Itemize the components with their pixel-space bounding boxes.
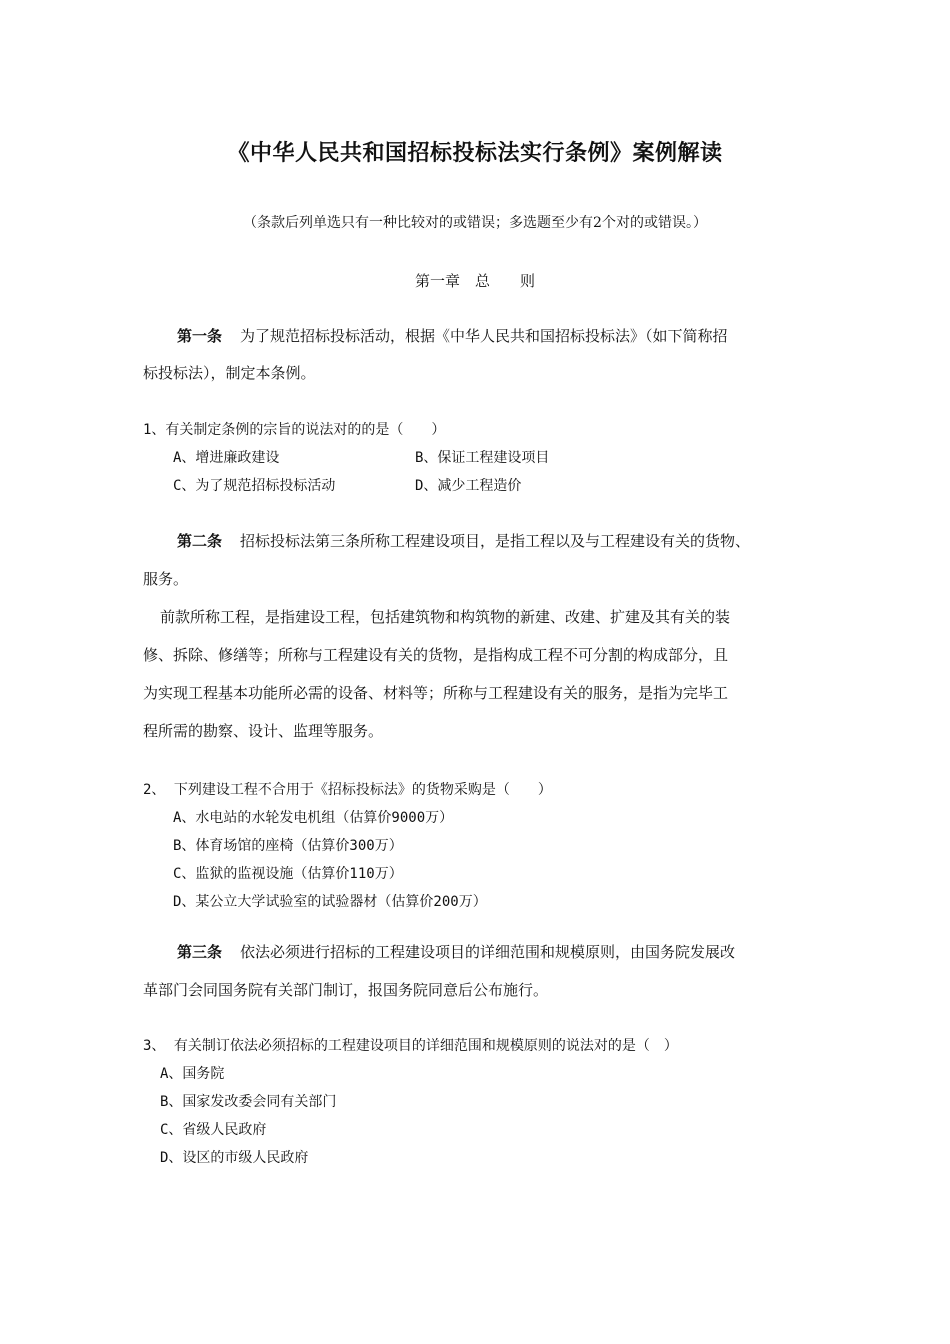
question1-stem: 1、有关制定条例的宗旨的说法对的的是（ ）	[143, 422, 446, 438]
question3-stem: 3、 有关制订依法必须招标的工程建设项目的详细范围和规模原则的说法对的是（ ）	[143, 1038, 678, 1054]
document-title: 《中华人民共和国招标投标法实行条例》案例解读	[227, 141, 723, 166]
article2-line5: 为实现工程基本功能所必需的设备、材料等；所称与工程建设有关的服务，是指为完毕工	[143, 684, 729, 702]
question2-option-d: D、某公立大学试验室的试验器材（估算价200万）	[173, 894, 487, 910]
question1-option-b: B、保证工程建设项目	[415, 450, 550, 466]
article2-label: 第二条	[177, 532, 223, 550]
article2-line6: 程所需的勘察、设计、监理等服务。	[143, 722, 384, 740]
question1-option-a: A、增进廉政建设	[173, 450, 280, 466]
article3-line1	[177, 934, 735, 971]
article1-text-1: 为了规范招标投标活动，根据《中华人民共和国招标投标法》（如下简称招	[240, 327, 728, 345]
article3-text-1: 依法必须进行招标的工程建设项目的详细范围和规模原则，由国务院发展改	[240, 943, 736, 961]
question2-option-c: C、监狱的监视设施（估算价110万）	[173, 866, 403, 882]
question2-option-b: B、体育场馆的座椅（估算价300万）	[173, 838, 403, 854]
question3-option-a: A、国务院	[160, 1066, 225, 1082]
chapter-heading: 第一章 总 则	[414, 272, 535, 290]
question1-option-c: C、为了规范招标投标活动	[173, 478, 336, 494]
document-note: （条款后列单选只有一种比较对的或错误；多选题至少有2个对的或错误。）	[243, 215, 707, 231]
article2-line4: 修、拆除、修缮等；所称与工程建设有关的货物，是指构成工程不可分割的构成部分，且	[143, 646, 729, 664]
article2-line2: 服务。	[143, 570, 189, 588]
article3-line2: 革部门会同国务院有关部门制订，报国务院同意后公布施行。	[143, 981, 549, 999]
article1-line1	[177, 318, 728, 355]
question1-option-d: D、减少工程造价	[415, 478, 522, 494]
question2-stem: 2、 下列建设工程不合用于《招标投标法》的货物采购是（ ）	[143, 782, 552, 798]
question3-option-b: B、国家发改委会同有关部门	[160, 1094, 337, 1110]
article1-line2: 标投标法），制定本条例。	[143, 364, 316, 382]
article2-line3: 前款所称工程，是指建设工程，包括建筑物和构筑物的新建、改建、扩建及其有关的装	[160, 608, 731, 626]
article2-text-1: 招标投标法第三条所称工程建设项目，是指工程以及与工程建设有关的货物、	[240, 532, 751, 550]
question3-option-d: D、设区的市级人民政府	[160, 1150, 309, 1166]
article1-label: 第一条	[177, 327, 223, 345]
article3-label: 第三条	[177, 943, 223, 961]
question2-option-a: A、水电站的水轮发电机组（估算价9000万）	[173, 810, 454, 826]
question3-option-c: C、省级人民政府	[160, 1122, 267, 1138]
article2-line1	[177, 523, 750, 560]
